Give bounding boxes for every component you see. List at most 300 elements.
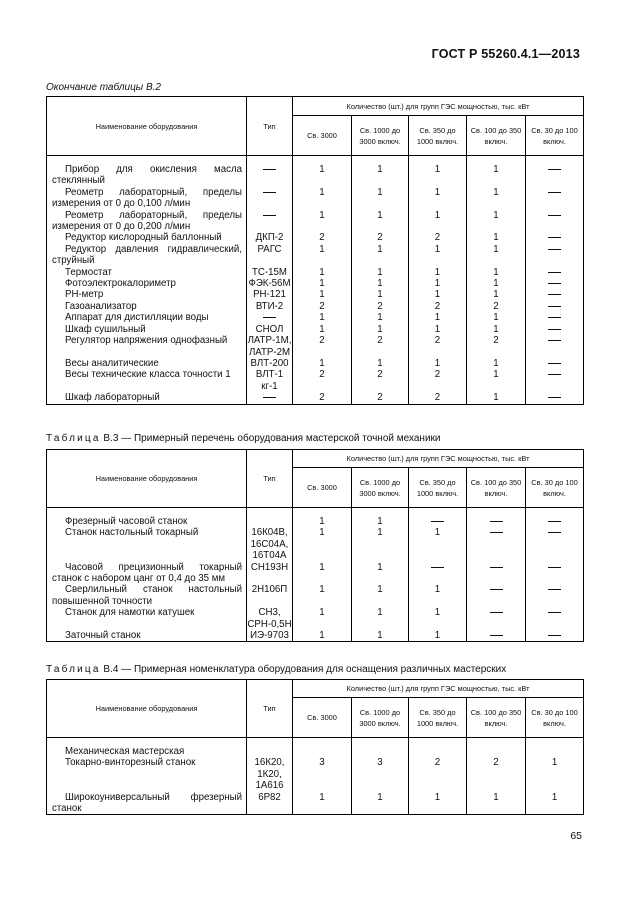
col-header-g5: Св. 30 до 100 включ. bbox=[526, 698, 584, 738]
count-cell bbox=[526, 267, 584, 278]
table-caption-b4 bbox=[46, 664, 506, 675]
count-cell bbox=[526, 630, 584, 642]
count-cell: 1 bbox=[293, 562, 352, 585]
spacer-cell bbox=[293, 156, 352, 165]
name-cell bbox=[47, 527, 247, 561]
spacer-cell bbox=[526, 508, 584, 517]
dash-mark bbox=[548, 363, 561, 364]
equipment-name: Регулятор напряжения однофазный bbox=[65, 335, 228, 347]
count-cell bbox=[526, 584, 584, 607]
count-cell: 2 bbox=[352, 392, 409, 404]
equipment-name: Часовой прецизионный токарный станок с набором цанг от 0,4 до 35 мм bbox=[52, 561, 242, 585]
equipment-table-b3 bbox=[46, 449, 584, 642]
col-header-g5: Св. 30 до 100 включ. bbox=[526, 116, 584, 156]
type-cell: ФЭК-56М bbox=[248, 278, 291, 290]
type-cell: ВТИ-2 bbox=[247, 301, 293, 312]
dash-mark bbox=[548, 272, 561, 273]
spacer-row bbox=[47, 738, 584, 747]
dash-mark bbox=[548, 340, 561, 341]
equipment-name: Аппарат для дистилляции воды bbox=[65, 312, 209, 324]
count-cell: 2 bbox=[409, 369, 467, 392]
count-cell: 1 bbox=[293, 630, 352, 642]
table-row bbox=[47, 358, 584, 369]
table-row bbox=[47, 244, 584, 267]
count-cell: 2 bbox=[467, 757, 526, 791]
page-number: 65 bbox=[570, 830, 582, 842]
name-cell bbox=[47, 757, 247, 791]
count-cell: 1 bbox=[293, 244, 352, 267]
name-cell bbox=[47, 607, 247, 630]
dash-mark bbox=[548, 317, 561, 318]
count-cell: 2 bbox=[409, 757, 467, 791]
count-cell: 2 bbox=[293, 335, 352, 358]
name-cell bbox=[47, 210, 247, 233]
count-cell: 1 bbox=[293, 187, 352, 210]
table-row bbox=[47, 792, 584, 815]
col-header-type: Тип bbox=[247, 97, 293, 156]
col-header-g4: Св. 100 до 350 включ. bbox=[467, 468, 526, 508]
count-cell: 1 bbox=[293, 267, 352, 278]
spacer-cell bbox=[467, 156, 526, 165]
count-cell bbox=[526, 369, 584, 392]
count-cell: 1 bbox=[409, 607, 467, 630]
name-cell bbox=[47, 516, 247, 527]
spacer-cell bbox=[409, 156, 467, 165]
count-cell: 1 bbox=[467, 392, 526, 404]
equipment-name: Заточный станок bbox=[65, 630, 141, 642]
count-cell: 1 bbox=[293, 516, 352, 527]
count-cell bbox=[467, 746, 526, 757]
count-cell: 1 bbox=[352, 244, 409, 267]
count-cell: 1 bbox=[409, 278, 467, 289]
table-row bbox=[47, 278, 584, 289]
count-cell: 1 bbox=[293, 607, 352, 630]
col-header-g2: Св. 1000 до 3000 включ. bbox=[352, 468, 409, 508]
name-cell bbox=[47, 335, 247, 358]
dash-mark bbox=[548, 294, 561, 295]
count-cell bbox=[526, 210, 584, 233]
count-cell: 1 bbox=[467, 187, 526, 210]
count-cell bbox=[293, 746, 352, 757]
count-cell: 1 bbox=[526, 792, 584, 815]
name-cell bbox=[47, 746, 247, 757]
count-cell bbox=[526, 278, 584, 289]
spacer-cell bbox=[409, 738, 467, 747]
table-row bbox=[47, 757, 584, 791]
caption-text: В.4 — Примерная номенклатура оборудования для оснащения различных мастерских bbox=[103, 664, 507, 675]
dash-mark bbox=[431, 521, 444, 522]
count-cell: 1 bbox=[352, 312, 409, 323]
count-cell: 2 bbox=[467, 335, 526, 358]
count-cell bbox=[409, 562, 467, 585]
spacer-cell bbox=[47, 156, 247, 165]
type-cell bbox=[247, 210, 293, 233]
spacer-cell bbox=[352, 156, 409, 165]
count-cell: 1 bbox=[467, 267, 526, 278]
type-cell bbox=[247, 312, 293, 323]
count-cell: 1 bbox=[467, 278, 526, 289]
count-cell bbox=[526, 746, 584, 757]
count-cell: 1 bbox=[467, 289, 526, 300]
equipment-name: Станок настольный токарный bbox=[65, 527, 199, 539]
name-cell bbox=[47, 792, 247, 815]
spacer-row bbox=[47, 156, 584, 165]
dash-mark bbox=[490, 532, 503, 533]
dash-mark bbox=[548, 329, 561, 330]
name-cell bbox=[47, 369, 247, 392]
equipment-name: Реометр лабораторный, пределы измерения от 0 до 0,100 л/мин bbox=[52, 186, 242, 210]
count-cell: 1 bbox=[293, 278, 352, 289]
count-cell bbox=[526, 358, 584, 369]
dash-mark bbox=[431, 567, 444, 568]
count-cell: 2 bbox=[352, 335, 409, 358]
count-cell: 2 bbox=[467, 301, 526, 312]
dash-mark bbox=[548, 635, 561, 636]
name-cell bbox=[47, 392, 247, 404]
col-header-g3: Св. 350 до 1000 включ. bbox=[409, 116, 467, 156]
table-row bbox=[47, 210, 584, 233]
col-header-name: Наименование оборудования bbox=[47, 680, 247, 738]
count-cell: 1 bbox=[467, 164, 526, 187]
name-cell bbox=[47, 278, 247, 289]
count-cell bbox=[526, 527, 584, 561]
count-cell bbox=[526, 312, 584, 323]
count-cell: 2 bbox=[293, 392, 352, 404]
count-cell: 1 bbox=[409, 792, 467, 815]
spacer-cell bbox=[293, 508, 352, 517]
spacer-cell bbox=[247, 508, 293, 517]
col-header-group: Количество (шт.) для групп ГЭС мощностью, тыс. кВт bbox=[293, 680, 584, 698]
equipment-table-b2 bbox=[46, 96, 584, 405]
count-cell: 1 bbox=[409, 358, 467, 369]
equipment-table-b4 bbox=[46, 679, 584, 815]
dash-mark bbox=[548, 532, 561, 533]
col-header-g1: Св. 3000 bbox=[293, 698, 352, 738]
dash-mark bbox=[548, 567, 561, 568]
dash-mark bbox=[548, 374, 561, 375]
count-cell: 1 bbox=[409, 289, 467, 300]
count-cell: 1 bbox=[409, 324, 467, 335]
col-header-g2: Св. 1000 до 3000 включ. bbox=[352, 116, 409, 156]
spacer-cell bbox=[352, 508, 409, 517]
col-header-group: Количество (шт.) для групп ГЭС мощностью, тыс. кВт bbox=[293, 450, 584, 468]
name-cell bbox=[47, 289, 247, 300]
spacer-cell bbox=[293, 738, 352, 747]
spacer-cell bbox=[352, 738, 409, 747]
count-cell bbox=[526, 244, 584, 267]
name-cell bbox=[47, 312, 247, 323]
col-header-g4: Св. 100 до 350 включ. bbox=[467, 698, 526, 738]
table-row bbox=[47, 516, 584, 527]
caption-label: Таблица bbox=[46, 433, 101, 444]
type-cell: 2Н106П bbox=[247, 584, 293, 607]
type-cell: РАГС bbox=[247, 244, 293, 267]
equipment-name: РН-метр bbox=[65, 289, 104, 301]
equipment-name: Редуктор кислородный баллонный bbox=[65, 232, 222, 244]
count-cell: 1 bbox=[409, 164, 467, 187]
count-cell: 1 bbox=[293, 584, 352, 607]
count-cell: 1 bbox=[293, 527, 352, 561]
count-cell: 2 bbox=[409, 335, 467, 358]
table-row bbox=[47, 312, 584, 323]
table-row bbox=[47, 301, 584, 312]
table-body bbox=[47, 508, 584, 642]
count-cell: 2 bbox=[293, 301, 352, 312]
table-row bbox=[47, 527, 584, 561]
count-cell bbox=[352, 746, 409, 757]
count-cell: 1 bbox=[467, 232, 526, 243]
equipment-name: Механическая мастерская bbox=[65, 746, 185, 757]
count-cell bbox=[526, 187, 584, 210]
table-body bbox=[47, 738, 584, 815]
type-cell: ИЭ-9703 bbox=[247, 630, 293, 642]
count-cell: 1 bbox=[352, 630, 409, 642]
type-cell: ВЛТ-200 bbox=[247, 358, 293, 369]
count-cell: 2 bbox=[293, 232, 352, 243]
count-cell: 1 bbox=[352, 527, 409, 561]
dash-mark bbox=[263, 215, 276, 216]
col-header-g2: Св. 1000 до 3000 включ. bbox=[352, 698, 409, 738]
count-cell bbox=[526, 164, 584, 187]
type-cell: 6Р82 bbox=[247, 792, 293, 815]
name-cell bbox=[47, 267, 247, 278]
dash-mark bbox=[548, 612, 561, 613]
count-cell bbox=[467, 562, 526, 585]
count-cell bbox=[526, 392, 584, 404]
count-cell: 1 bbox=[409, 267, 467, 278]
table-row bbox=[47, 335, 584, 358]
dash-mark bbox=[490, 589, 503, 590]
table-caption-b3 bbox=[46, 433, 441, 444]
count-cell: 1 bbox=[352, 584, 409, 607]
spacer-cell bbox=[409, 508, 467, 517]
count-cell: 1 bbox=[352, 164, 409, 187]
count-cell: 1 bbox=[352, 358, 409, 369]
equipment-name: Весы аналитические bbox=[65, 357, 159, 369]
count-cell: 1 bbox=[293, 289, 352, 300]
spacer-cell bbox=[526, 156, 584, 165]
count-cell: 1 bbox=[409, 584, 467, 607]
spacer-cell bbox=[47, 738, 247, 747]
count-cell: 1 bbox=[467, 324, 526, 335]
count-cell: 1 bbox=[352, 562, 409, 585]
type-cell: ДКП-2 bbox=[247, 232, 293, 243]
table-row bbox=[47, 746, 584, 757]
dash-mark bbox=[490, 567, 503, 568]
col-header-g3: Св. 350 до 1000 включ. bbox=[409, 698, 467, 738]
type-cell: ЛАТР-1М, ЛАТР-2М bbox=[247, 335, 292, 358]
count-cell bbox=[526, 289, 584, 300]
type-cell: СН3, СРН-0,5Н bbox=[247, 607, 292, 630]
type-cell: 16К20, 1К20, 1А616 bbox=[247, 757, 293, 791]
equipment-name: Прибор для окисления масла стеклянный bbox=[52, 164, 242, 187]
table-row bbox=[47, 562, 584, 585]
name-cell bbox=[47, 324, 247, 335]
name-cell bbox=[47, 301, 247, 312]
count-cell: 1 bbox=[352, 210, 409, 233]
table-row bbox=[47, 267, 584, 278]
name-cell bbox=[47, 630, 247, 642]
col-header-g3: Св. 350 до 1000 включ. bbox=[409, 468, 467, 508]
dash-mark bbox=[548, 589, 561, 590]
count-cell: 1 bbox=[467, 358, 526, 369]
count-cell: 1 bbox=[352, 289, 409, 300]
type-cell bbox=[247, 187, 293, 210]
dash-mark bbox=[548, 397, 561, 398]
count-cell bbox=[526, 562, 584, 585]
count-cell: 2 bbox=[352, 369, 409, 392]
count-cell bbox=[467, 584, 526, 607]
equipment-name: Газоанализатор bbox=[65, 300, 137, 312]
table-row bbox=[47, 289, 584, 300]
equipment-name: Широкоуниверсальный фрезерный станок bbox=[52, 791, 242, 815]
table-row bbox=[47, 392, 584, 404]
dash-mark bbox=[548, 215, 561, 216]
spacer-cell bbox=[467, 738, 526, 747]
table-row bbox=[47, 232, 584, 243]
count-cell: 1 bbox=[352, 267, 409, 278]
equipment-name: Весы технические класса точности 1 bbox=[65, 369, 231, 381]
col-header-g1: Св. 3000 bbox=[293, 468, 352, 508]
table-row bbox=[47, 369, 584, 392]
dash-mark bbox=[548, 237, 561, 238]
count-cell: 1 bbox=[352, 187, 409, 210]
dash-mark bbox=[548, 306, 561, 307]
count-cell: 2 bbox=[409, 301, 467, 312]
name-cell bbox=[47, 244, 247, 267]
col-header-g1: Св. 3000 bbox=[293, 116, 352, 156]
table-row bbox=[47, 164, 584, 187]
dash-mark bbox=[490, 635, 503, 636]
col-header-type: Тип bbox=[247, 680, 293, 738]
count-cell bbox=[526, 232, 584, 243]
table-row bbox=[47, 607, 584, 630]
equipment-name: Фотоэлектрокалориметр bbox=[65, 278, 176, 290]
table-row bbox=[47, 187, 584, 210]
dash-mark bbox=[263, 397, 276, 398]
spacer-cell bbox=[47, 508, 247, 517]
count-cell: 2 bbox=[352, 232, 409, 243]
name-cell bbox=[47, 232, 247, 243]
count-cell: 1 bbox=[409, 187, 467, 210]
col-header-name: Наименование оборудования bbox=[47, 97, 247, 156]
count-cell: 1 bbox=[526, 757, 584, 791]
count-cell: 1 bbox=[409, 527, 467, 561]
count-cell: 1 bbox=[409, 312, 467, 323]
count-cell: 1 bbox=[467, 210, 526, 233]
type-cell bbox=[247, 516, 293, 527]
count-cell: 1 bbox=[467, 244, 526, 267]
type-cell: РН-121 bbox=[247, 289, 293, 300]
equipment-name: Станок для намотки катушек bbox=[65, 607, 195, 619]
count-cell bbox=[526, 607, 584, 630]
count-cell bbox=[409, 516, 467, 527]
dash-mark bbox=[490, 521, 503, 522]
count-cell: 1 bbox=[409, 210, 467, 233]
equipment-name: Шкаф сушильный bbox=[65, 323, 146, 335]
count-cell: 1 bbox=[352, 324, 409, 335]
count-cell bbox=[526, 335, 584, 358]
table-row bbox=[47, 584, 584, 607]
count-cell bbox=[409, 746, 467, 757]
count-cell: 1 bbox=[293, 210, 352, 233]
count-cell: 2 bbox=[409, 392, 467, 404]
type-cell bbox=[247, 746, 293, 757]
table-row bbox=[47, 324, 584, 335]
type-cell: ВЛТ-1 кг-1 bbox=[247, 369, 293, 392]
equipment-name: Токарно-винторезный станок bbox=[65, 757, 196, 769]
type-cell bbox=[247, 392, 293, 404]
count-cell: 1 bbox=[293, 792, 352, 815]
count-cell: 2 bbox=[293, 369, 352, 392]
name-cell bbox=[47, 562, 247, 585]
page-header: ГОСТ Р 55260.4.1—2013 bbox=[431, 47, 580, 61]
count-cell: 3 bbox=[352, 757, 409, 791]
col-header-type: Тип bbox=[247, 450, 293, 508]
count-cell: 1 bbox=[293, 164, 352, 187]
dash-mark bbox=[548, 283, 561, 284]
count-cell: 1 bbox=[352, 607, 409, 630]
caption-label: Таблица bbox=[46, 664, 101, 675]
spacer-row bbox=[47, 508, 584, 517]
equipment-name: Сверлильный станок настольный повышенной точности bbox=[52, 584, 242, 607]
type-cell: СНОЛ bbox=[247, 324, 293, 335]
col-header-g5: Св. 30 до 100 включ. bbox=[526, 468, 584, 508]
table-body bbox=[47, 156, 584, 405]
count-cell: 1 bbox=[293, 358, 352, 369]
dash-mark bbox=[548, 169, 561, 170]
count-cell: 1 bbox=[352, 792, 409, 815]
count-cell: 1 bbox=[467, 312, 526, 323]
type-cell bbox=[247, 164, 293, 187]
type-cell: 16К04В, 16С04А, 16Т04А bbox=[247, 527, 293, 561]
name-cell bbox=[47, 164, 247, 187]
dash-mark bbox=[548, 192, 561, 193]
spacer-cell bbox=[467, 508, 526, 517]
type-cell: ТС-15М bbox=[247, 267, 293, 278]
count-cell bbox=[526, 516, 584, 527]
dash-mark bbox=[263, 192, 276, 193]
name-cell bbox=[47, 358, 247, 369]
dash-mark bbox=[548, 521, 561, 522]
count-cell: 1 bbox=[409, 630, 467, 642]
spacer-cell bbox=[526, 738, 584, 747]
count-cell bbox=[526, 324, 584, 335]
count-cell: 1 bbox=[467, 792, 526, 815]
count-cell: 1 bbox=[352, 278, 409, 289]
count-cell bbox=[467, 527, 526, 561]
count-cell: 1 bbox=[409, 244, 467, 267]
equipment-name: Реометр лабораторный, пределы измерения от 0 до 0,200 л/мин bbox=[52, 209, 242, 233]
table-caption-b2: Окончание таблицы В.2 bbox=[46, 82, 161, 93]
equipment-name: Редуктор давления гидравлический, струйный bbox=[52, 243, 242, 267]
count-cell bbox=[467, 630, 526, 642]
count-cell: 3 bbox=[293, 757, 352, 791]
dash-mark bbox=[263, 169, 276, 170]
count-cell: 1 bbox=[293, 312, 352, 323]
count-cell: 2 bbox=[409, 232, 467, 243]
dash-mark bbox=[263, 317, 276, 318]
equipment-name: Шкаф лабораторный bbox=[65, 392, 160, 404]
equipment-name: Термостат bbox=[65, 266, 112, 278]
spacer-cell bbox=[247, 156, 293, 165]
count-cell bbox=[467, 516, 526, 527]
col-header-group: Количество (шт.) для групп ГЭС мощностью, тыс. кВт bbox=[293, 97, 584, 116]
count-cell: 2 bbox=[352, 301, 409, 312]
count-cell bbox=[467, 607, 526, 630]
count-cell: 1 bbox=[467, 369, 526, 392]
col-header-g4: Св. 100 до 350 включ. bbox=[467, 116, 526, 156]
